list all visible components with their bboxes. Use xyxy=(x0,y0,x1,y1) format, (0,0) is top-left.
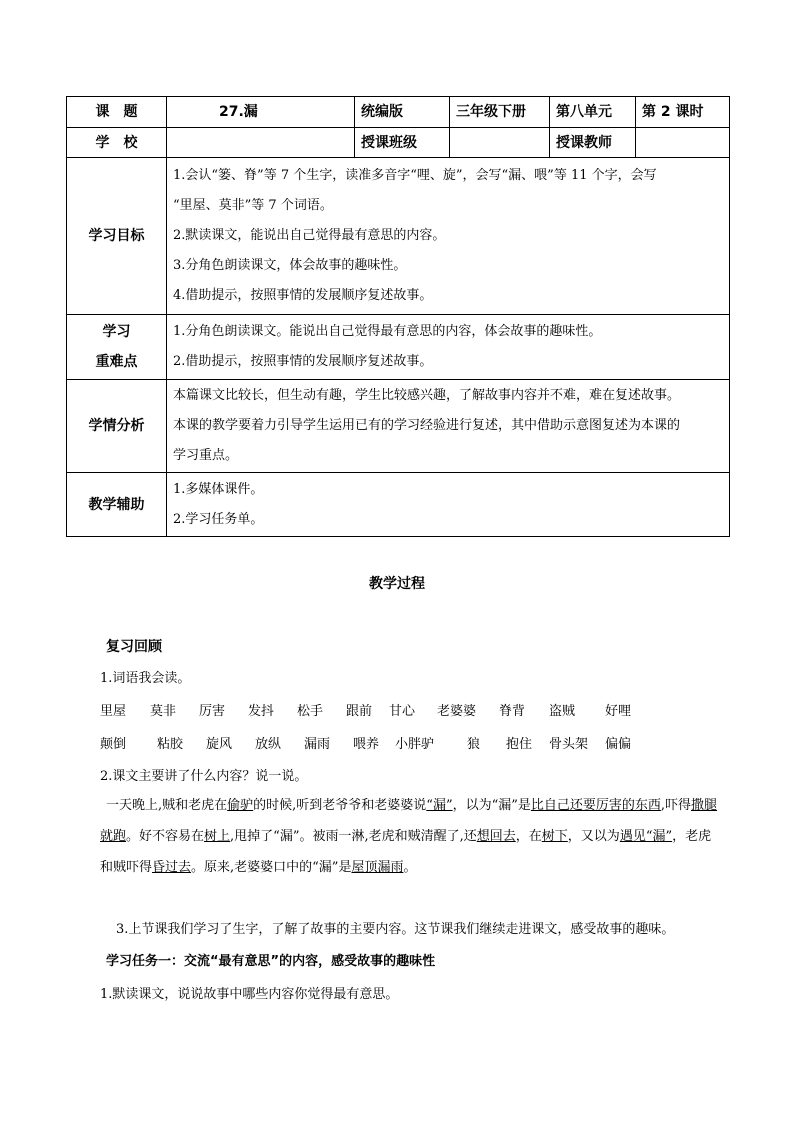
goals-label: 学习目标 xyxy=(67,158,167,315)
summary-text: 。好不容易在 xyxy=(126,829,205,844)
word-item: 漏雨 xyxy=(304,737,331,752)
difficulty-label xyxy=(67,315,167,380)
word-item: 盗贼 xyxy=(549,704,576,719)
goal-line: 4.借助提示，按照事情的发展顺序复述故事。 xyxy=(173,288,433,303)
task1-heading: 学习任务一：交流“最有意思”的内容，感受故事的趣味性 xyxy=(106,954,436,969)
blank-answer: 遇见“漏” xyxy=(619,829,673,844)
school-label: 学 校 xyxy=(67,128,167,158)
word-item: 小胖驴 xyxy=(395,737,435,752)
word-item: 喂养 xyxy=(353,737,380,752)
word-item: 偏偏 xyxy=(605,737,632,752)
analysis-line: 本课的教学要着力引导学生运用已有的学习经验进行复述，其中借助示意图复述为本课的 xyxy=(173,418,681,433)
goal-line: 2.默读课文，能说出自己觉得最有意思的内容。 xyxy=(173,228,446,243)
difficulty-line: 1.分角色朗读课文。能说出自己觉得最有意思的内容，体会故事的趣味性。 xyxy=(173,324,602,339)
difficulty-line: 2.借助提示，按照事情的发展顺序复述故事。 xyxy=(173,354,433,369)
word-item: 抱住 xyxy=(506,737,533,752)
question-1: 1.词语我会读。 xyxy=(100,671,191,686)
analysis-line: 学习重点。 xyxy=(173,448,239,463)
aid-line: 2.学习任务单。 xyxy=(173,511,264,527)
blank-answer: 树下 xyxy=(541,829,568,844)
task1-question-1: 1.默读课文，说说故事中哪些内容你觉得最有意思。 xyxy=(100,987,399,1002)
difficulty-label-line: 重难点 xyxy=(95,354,138,370)
summary-text: ，又以为 xyxy=(567,829,620,844)
summary-text: ,甩掉了“漏”。被雨一淋,老虎和贼清醒了,还 xyxy=(230,829,477,844)
summary-text: 一天晚上,贼和老虎在 xyxy=(106,798,228,813)
word-item: 发抖 xyxy=(248,704,275,719)
review-heading: 复习回顾 xyxy=(106,639,162,655)
word-item: 放纵 xyxy=(255,737,282,752)
word-item: 厉害 xyxy=(199,704,226,719)
blank-answer: 偷驴 xyxy=(227,798,254,813)
blank-answer: 昏过去 xyxy=(152,860,192,875)
summary-text: ,吓得 xyxy=(660,798,692,813)
word-item: 狼 xyxy=(467,737,481,752)
blank-answer: 想回去 xyxy=(476,829,516,844)
word-item: 骨头架 xyxy=(549,737,589,752)
school-value xyxy=(167,128,355,158)
grade: 三年级下册 xyxy=(450,97,550,128)
unit: 第八单元 xyxy=(550,97,636,128)
process-title: 教学过程 xyxy=(369,576,425,592)
subject-label: 课 题 xyxy=(67,97,167,128)
table-row xyxy=(67,97,730,128)
table-row xyxy=(67,128,730,158)
word-item: 松手 xyxy=(297,704,324,719)
question-2: 2.课文主要讲了什么内容？说一说。 xyxy=(100,769,308,784)
summary-text: 的时候,听到老爷爷和老婆婆说 xyxy=(253,798,427,813)
word-item: 里屋 xyxy=(100,704,127,719)
aids-label: 教学辅助 xyxy=(67,473,167,537)
summary-text: 。 xyxy=(403,860,417,875)
analysis-line: 本篇课文比较长，但生动有趣，学生比较感兴趣，了解故事内容并不难，难在复述故事。 xyxy=(173,388,681,403)
summary-text: ，在 xyxy=(515,829,542,844)
analysis-cell xyxy=(167,380,730,473)
blank-answer: 撒腿就跑 xyxy=(100,798,718,844)
summary-text: 。原来,老婆婆口中的“漏”是 xyxy=(191,860,352,875)
blank-answer: 比自己还要厉害的东西 xyxy=(530,798,661,813)
difficulty-cell xyxy=(167,315,730,380)
difficulty-label-line: 学习 xyxy=(102,324,131,340)
edition: 统编版 xyxy=(355,97,450,128)
blank-answer: 屋顶漏雨 xyxy=(351,860,404,875)
goal-line: 1.会认“篓、脊”等 7 个生字，读准多音字“哩、旋”，会写“漏、喂”等 11 个字，会写 xyxy=(173,168,657,183)
teacher-value xyxy=(636,128,730,158)
goals-cell xyxy=(167,158,730,315)
blank-answer: 树上 xyxy=(204,829,231,844)
word-item: 甘心 xyxy=(389,704,416,719)
word-item: 跟前 xyxy=(346,704,373,719)
aid-line: 1.多媒体课件。 xyxy=(173,481,264,497)
word-item: 老婆婆 xyxy=(437,704,477,719)
goal-line: “里屋、莫非”等 7 个词语。 xyxy=(173,198,333,213)
table-row xyxy=(67,473,730,537)
word-item: 颠倒 xyxy=(100,737,127,752)
summary-text: ，以为“漏”是 xyxy=(452,798,531,813)
class-value xyxy=(450,128,550,158)
analysis-label: 学情分析 xyxy=(67,380,167,473)
summary-paragraph xyxy=(100,790,722,883)
class-label: 授课班级 xyxy=(355,128,450,158)
teacher-label: 授课教师 xyxy=(550,128,636,158)
word-item: 脊背 xyxy=(499,704,526,719)
table-row xyxy=(67,380,730,473)
word-item: 莫非 xyxy=(150,704,177,719)
question-3: 3.上节课我们学习了生字，了解了故事的主要内容。这节课我们继续走进课文，感受故事的趣味。 xyxy=(116,922,675,937)
lesson-period: 第 2 课时 xyxy=(636,97,730,128)
summary-text: ，老虎和贼吓得 xyxy=(100,829,712,875)
blank-answer: “漏” xyxy=(426,798,453,813)
aids-cell xyxy=(167,473,730,537)
table-row xyxy=(67,158,730,315)
lesson-info-table xyxy=(66,96,730,537)
table-row xyxy=(67,315,730,380)
word-item: 粘胶 xyxy=(157,737,184,752)
lesson-title: 27.漏 xyxy=(167,97,355,128)
goal-line: 3.分角色朗读课文，体会故事的趣味性。 xyxy=(173,258,407,273)
word-item: 好哩 xyxy=(605,704,632,719)
word-item: 旋风 xyxy=(206,737,233,752)
